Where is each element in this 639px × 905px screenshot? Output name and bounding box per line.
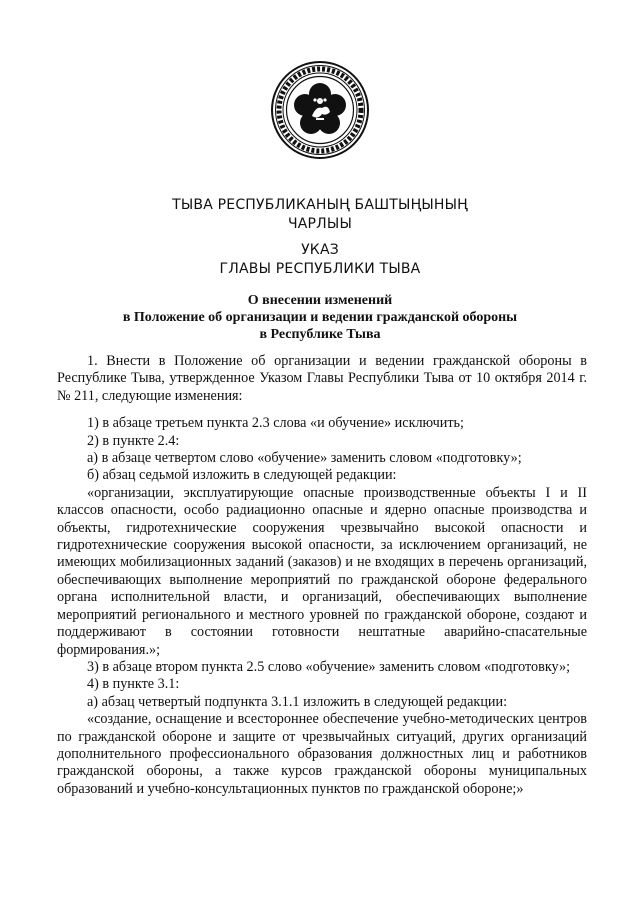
paragraph-5: б) абзац седьмой изложить в следующей редакции: — [87, 467, 397, 484]
paragraph-8: 4) в пункте 3.1: — [87, 676, 180, 693]
header-tuvan-title: ТЫВА РЕСПУБЛИКАНЫҢ БАШТЫҢЫНЫҢ — [172, 197, 468, 213]
paragraph-6: «организации, эксплуатирующие опасные производственные объекты I и II классов опасности, особо радиационно опасные и ядерно опасные производства и объекты, гидротехнические сооружения чрезвычайно высокой опасности и гидротехнические сооружения высокой опасности, за исключением организаций, не имеющих мобилизационных заданий (заказов) и не входящих в перечень организаций, обеспечивающих выполнение мероприятий по гражданской обороне федерального органа исполнительной власти, и организаций, обеспечивающих выполнение мероприятий регионального и местного уровней по гражданской обороне, создают и поддерживают в состоянии готовности нештатные аварийно-спасательные формирования.»; — [57, 484, 587, 658]
decree-body — [57, 353, 587, 798]
subject-line-3: в Республике Тыва — [259, 327, 381, 342]
paragraph-7: 3) в абзаце втором пункта 2.5 слово «обучение» заменить словом «подготовку»; — [87, 658, 571, 675]
paragraph-9: а) абзац четвертый подпункта 3.1.1 изложить в следующей редакции: — [87, 693, 508, 710]
paragraph-4: а) в абзаце четвертом слово «обучение» заменить словом «подготовку»; — [87, 450, 522, 467]
paragraph-10: «создание, оснащение и всестороннее обеспечение учебно-методических центров по гражданской обороне и защите от чрезвычайных ситуаций, других организаций дополнительного профессионального образования должностных лиц и работников гражданской обороны, а также курсов гражданской обороны муниципальных образований и учебно-консультационных пунктов по гражданской обороне;» — [57, 711, 587, 797]
subject-line-1: О внесении изменений — [247, 293, 393, 308]
emblem-icon — [270, 60, 370, 160]
header-tuvan-subtitle: ЧАРЛЫЫ — [287, 216, 353, 232]
header-ukaz: УКАЗ — [301, 242, 339, 258]
paragraph-2: 1) в абзаце третьем пункта 2.3 слова «и обучение» исключить; — [87, 415, 464, 432]
subject-line-2: в Положение об организации и ведении гражданской обороны — [122, 310, 518, 325]
header-russian-title: ГЛАВЫ РЕСПУБЛИКИ ТЫВА — [219, 261, 421, 277]
paragraph-1: 1. Внести в Положение об организации и ведении гражданской обороны в Республике Тыва, утвержденное Указом Главы Республики Тыва от 10 октября 2014 г. № 211, следующие изменения: — [57, 353, 587, 404]
paragraph-3: 2) в пункте 2.4: — [87, 432, 180, 449]
